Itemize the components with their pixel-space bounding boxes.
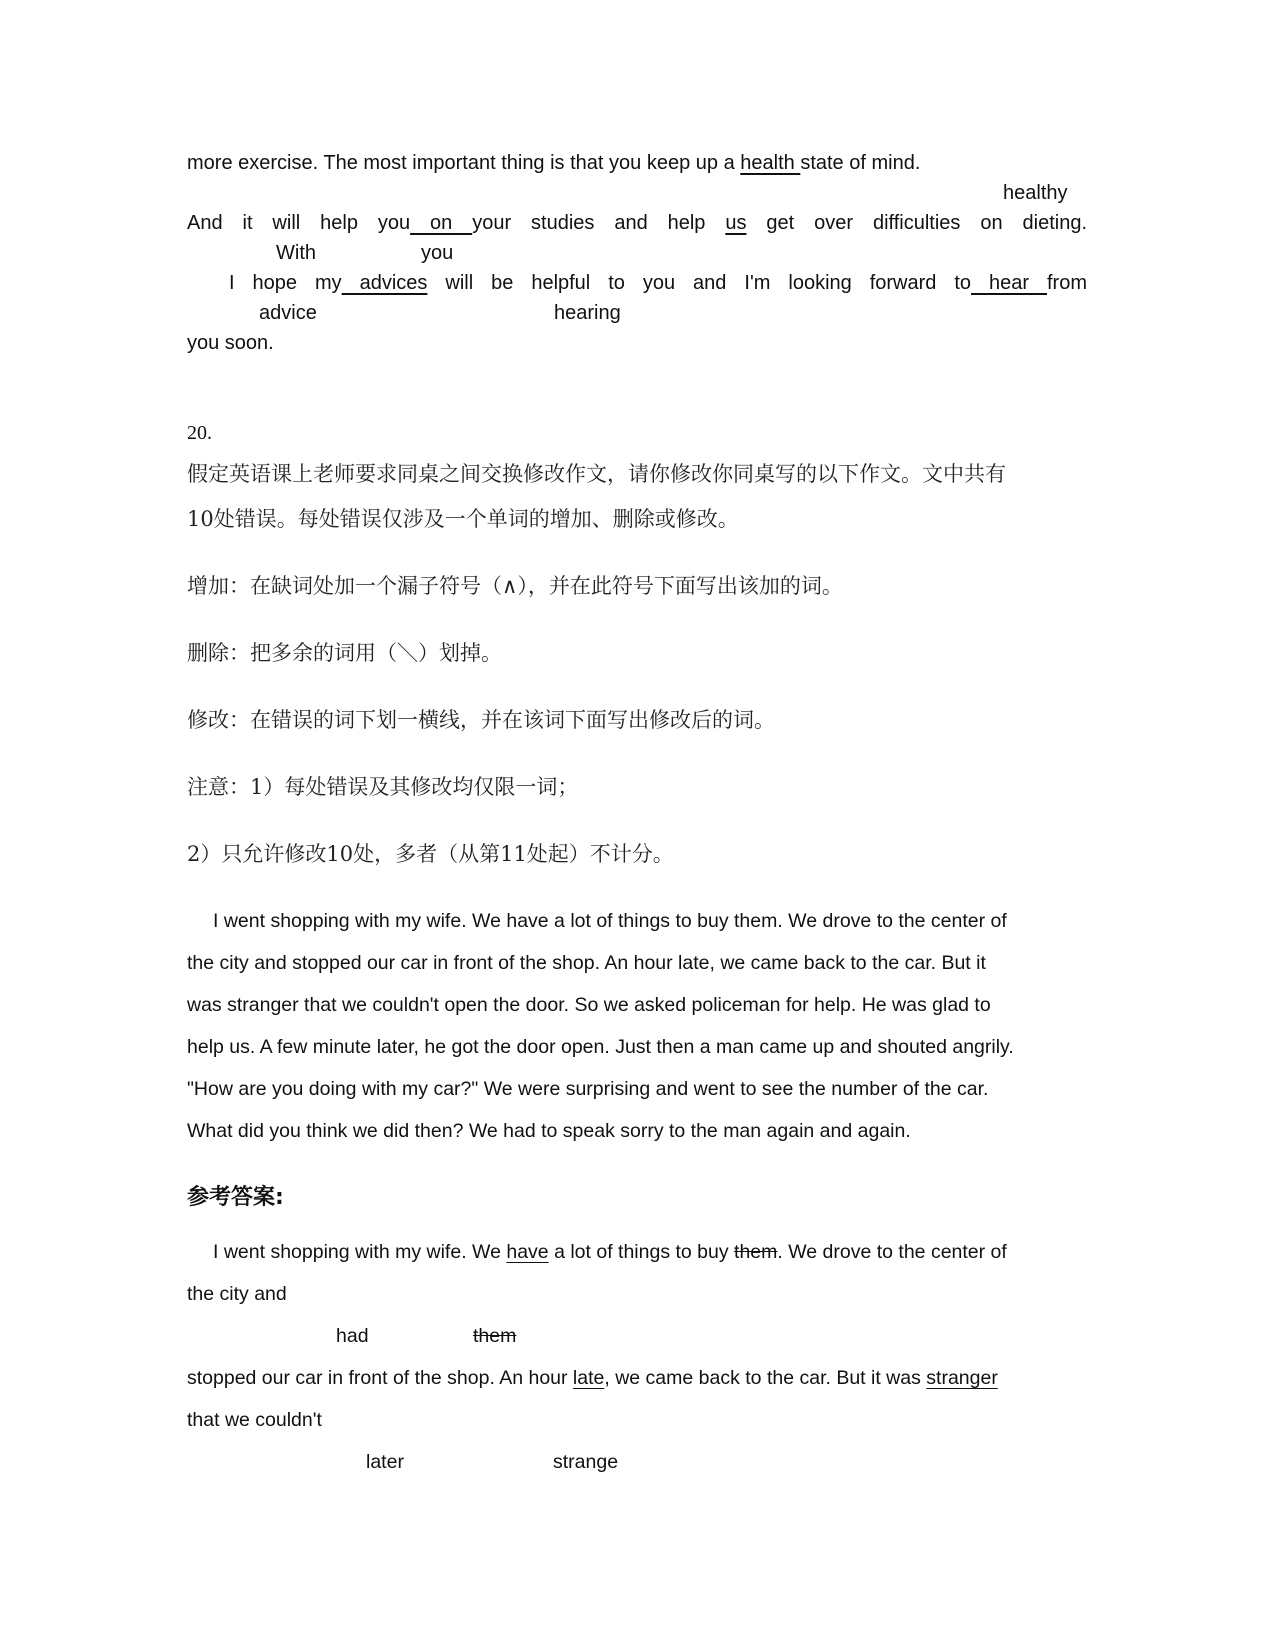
correction-healthy: healthy xyxy=(1003,182,1068,204)
prev-line-1 xyxy=(187,151,920,175)
rule-delete: 删除：把多余的词用（＼）划掉。 xyxy=(187,641,502,665)
prev-text: more exercise. The most important thing is that you keep up a xyxy=(187,152,741,174)
prev-text: will be helpful to you and I'm looking forward to xyxy=(427,272,972,294)
correction-advice: advice xyxy=(259,302,317,324)
answer-text: I went shopping with my wife. We xyxy=(213,1241,507,1263)
answer-line-4: that we couldn't xyxy=(187,1409,322,1431)
prev-text: state of mind. xyxy=(800,152,921,174)
correction-you: you xyxy=(421,242,454,264)
note-1: 注意：1）每处错误及其修改均仅限一词； xyxy=(187,775,579,799)
essay-line-4: help us. A few minute later, he got the door open. Just then a man came up and shouted angrily. xyxy=(187,1036,1014,1058)
error-word-us: us xyxy=(725,212,747,234)
answer-line-2: the city and xyxy=(187,1283,287,1305)
correction-hearing: hearing xyxy=(554,302,621,324)
rule-add: 增加：在缺词处加一个漏子符号（∧），并在此符号下面写出该加的词。 xyxy=(187,574,843,598)
answer-text: . We drove to the center of xyxy=(777,1241,1007,1263)
answer-fix-had: had xyxy=(336,1325,369,1347)
answer-deleted-them: them xyxy=(734,1241,778,1263)
error-word-health: health xyxy=(740,152,801,174)
answer-fix-them: them xyxy=(473,1325,517,1347)
prev-text: your studies and help xyxy=(472,212,726,234)
answer-line-3 xyxy=(187,1366,998,1390)
essay-line-1: I went shopping with my wife. We have a lot of things to buy them. We drove to the center of xyxy=(213,910,1007,932)
question-intro-line-2: 10处错误。每处错误仅涉及一个单词的增加、删除或修改。 xyxy=(187,507,739,531)
answer-fix-later: later xyxy=(366,1451,404,1473)
answer-heading: 参考答案: xyxy=(187,1185,284,1210)
question-intro-line-1: 假定英语课上老师要求同桌之间交换修改作文，请你修改你同桌写的以下作文。文中共有 xyxy=(187,462,1006,486)
prev-line-3 xyxy=(229,271,1087,295)
answer-text: stopped our car in front of the shop. An hour xyxy=(187,1367,573,1389)
answer-fix-strange: strange xyxy=(553,1451,619,1473)
prev-text: from xyxy=(1047,272,1087,294)
essay-line-5: "How are you doing with my car?" We were surprising and went to see the number of the car. xyxy=(187,1078,989,1100)
error-word-hear: hear xyxy=(971,272,1047,294)
essay-line-3: was stranger that we couldn't open the door. So we asked policeman for help. He was glad to xyxy=(187,994,991,1016)
correction-with: With xyxy=(276,242,316,264)
question-number: 20. xyxy=(187,422,212,444)
answer-text: a lot of things to buy xyxy=(548,1241,735,1263)
answer-line-1 xyxy=(213,1240,1007,1264)
answer-error-have: have xyxy=(506,1241,549,1263)
prev-line-4: you soon. xyxy=(187,332,274,354)
rule-modify: 修改：在错误的词下划一横线，并在该词下面写出修改后的词。 xyxy=(187,708,775,732)
essay-line-6: What did you think we did then? We had to speak sorry to the man again and again. xyxy=(187,1120,911,1142)
answer-error-late: late xyxy=(572,1367,605,1389)
prev-line-2 xyxy=(187,211,1087,235)
error-word-advices: advices xyxy=(341,272,428,294)
prev-text: get over difficulties on dieting. xyxy=(746,212,1087,234)
essay-line-2: the city and stopped our car in front of the shop. An hour late, we came back to the car. But it xyxy=(187,952,986,974)
note-2: 2）只允许修改10处，多者（从第11处起）不计分。 xyxy=(187,842,674,866)
error-word-on: on xyxy=(410,212,473,234)
answer-error-stranger: stranger xyxy=(926,1367,998,1389)
prev-text: I hope my xyxy=(229,272,342,294)
answer-text: , we came back to the car. But it was xyxy=(604,1367,927,1389)
prev-text: And it will help you xyxy=(187,212,411,234)
